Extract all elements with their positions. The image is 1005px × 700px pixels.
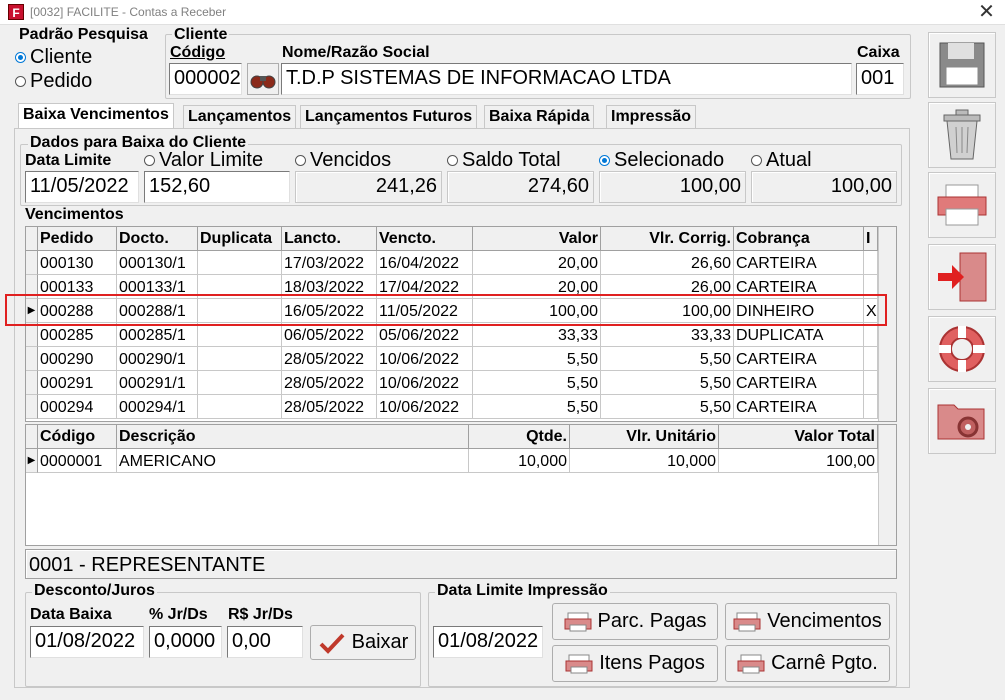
impressao-group-label: Data Limite Impressão	[437, 582, 608, 599]
radio-pedido[interactable]: Pedido	[15, 70, 92, 93]
table-cell[interactable]: 16/05/2022	[282, 299, 377, 323]
data-limite-field[interactable]: 11/05/2022	[25, 171, 139, 203]
row-indicator[interactable]: ▶	[26, 449, 38, 473]
binoculars-search-button[interactable]	[247, 63, 279, 95]
table-cell[interactable]: 28/05/2022	[282, 347, 377, 371]
radio-valor-limite[interactable]: Valor Limite	[144, 149, 263, 172]
table-cell[interactable]: 5,50	[601, 371, 734, 395]
table-cell[interactable]	[198, 371, 282, 395]
tab-baixa-rapida[interactable]: Baixa Rápida	[484, 105, 594, 129]
dados-group-label: Dados para Baixa do Cliente	[30, 134, 247, 151]
row-indicator[interactable]	[26, 323, 38, 347]
table-cell[interactable]: 17/03/2022	[282, 251, 377, 275]
floppy-disk-icon	[936, 39, 988, 91]
caixa-label: Caixa	[857, 44, 900, 61]
table-cell[interactable]: 000290/1	[117, 347, 198, 371]
radio-selecionado[interactable]: Selecionado	[599, 149, 724, 172]
col-descricao[interactable]: Descrição	[117, 425, 469, 449]
radio-dot-icon	[751, 155, 762, 166]
grid-indicator-header	[26, 425, 38, 449]
table-cell[interactable]: 000291	[38, 371, 117, 395]
saldo-total-field: 274,60	[447, 171, 594, 203]
table-cell[interactable]: 20,00	[473, 251, 601, 275]
table-cell[interactable]	[198, 323, 282, 347]
selecionado-field: 100,00	[599, 171, 746, 203]
table-cell[interactable]: 5,50	[473, 395, 601, 419]
vencimentos-scrollbar[interactable]	[878, 227, 896, 422]
table-cell[interactable]	[864, 347, 878, 371]
table-cell[interactable]: 000290	[38, 347, 117, 371]
tab-lancamentos[interactable]: Lançamentos	[183, 105, 296, 129]
table-cell[interactable]: 5,50	[473, 347, 601, 371]
table-cell[interactable]	[198, 251, 282, 275]
table-cell[interactable]: CARTEIRA	[734, 251, 864, 275]
padrao-pesquisa-label: Padrão Pesquisa	[19, 26, 148, 43]
col-lancto[interactable]: Lancto.	[282, 227, 377, 251]
table-cell[interactable]	[198, 275, 282, 299]
valor-limite-field[interactable]: 152,60	[144, 171, 290, 203]
table-cell[interactable]: 100,00	[473, 299, 601, 323]
row-indicator[interactable]	[26, 371, 38, 395]
radio-dot-icon	[15, 52, 26, 63]
table-cell[interactable]: 5,50	[473, 371, 601, 395]
table-cell[interactable]: 16/04/2022	[377, 251, 473, 275]
tab-baixa-vencimentos[interactable]: Baixa Vencimentos	[18, 103, 174, 130]
table-cell[interactable]: CARTEIRA	[734, 275, 864, 299]
grid-indicator-header	[26, 227, 38, 251]
table-cell[interactable]: 20,00	[473, 275, 601, 299]
desconto-group-label: Desconto/Juros	[34, 582, 155, 599]
col-valor-total[interactable]: Valor Total	[719, 425, 878, 449]
exit-button[interactable]	[928, 244, 996, 310]
table-cell[interactable]: 33,33	[473, 323, 601, 347]
itens-scrollbar[interactable]	[878, 425, 896, 546]
table-cell[interactable]: 0000001	[38, 449, 117, 473]
table-cell[interactable]: 28/05/2022	[282, 371, 377, 395]
tab-impressao[interactable]: Impressão	[606, 105, 696, 129]
table-cell[interactable]: 33,33	[601, 323, 734, 347]
radio-cliente[interactable]: Cliente	[15, 46, 92, 69]
printer-icon	[733, 611, 761, 633]
radio-dot-icon	[447, 155, 458, 166]
delete-button[interactable]	[928, 102, 996, 168]
table-cell[interactable]: 10/06/2022	[377, 371, 473, 395]
col-vlr-corrig[interactable]: Vlr. Corrig.	[601, 227, 734, 251]
col-vencto[interactable]: Vencto.	[377, 227, 473, 251]
col-cobranca[interactable]: Cobrança	[734, 227, 864, 251]
table-cell[interactable]: 100,00	[601, 299, 734, 323]
table-cell[interactable]: 17/04/2022	[377, 275, 473, 299]
title-bar	[0, 0, 1005, 25]
itens-pagos-button[interactable]: Itens Pagos	[552, 645, 718, 682]
radio-dot-icon	[599, 155, 610, 166]
data-baixa-label: Data Baixa	[30, 606, 112, 623]
printer-icon	[564, 611, 592, 633]
atual-field: 100,00	[751, 171, 897, 203]
table-cell[interactable]: X	[864, 299, 878, 323]
table-cell[interactable]: CARTEIRA	[734, 371, 864, 395]
vencimentos-label: Vencimentos	[25, 206, 124, 223]
jr-pct-field[interactable]: 0,0000	[149, 626, 222, 658]
cliente-group-label: Cliente	[174, 26, 228, 43]
table-cell[interactable]: 000294	[38, 395, 117, 419]
exit-door-icon	[934, 249, 990, 305]
table-cell[interactable]	[198, 299, 282, 323]
data-baixa-field[interactable]: 01/08/2022	[30, 626, 144, 658]
jr-pct-label: % Jr/Ds	[149, 606, 208, 623]
representante-bar: 0001 - REPRESENTANTE	[25, 549, 897, 579]
table-cell[interactable]	[864, 323, 878, 347]
table-cell[interactable]: 100,00	[719, 449, 878, 473]
print-button[interactable]	[928, 172, 996, 238]
table-cell[interactable]: 000294/1	[117, 395, 198, 419]
table-cell[interactable]	[864, 395, 878, 419]
col-codigo[interactable]: Código	[38, 425, 117, 449]
table-cell[interactable]: CARTEIRA	[734, 347, 864, 371]
table-cell[interactable]: 10,000	[469, 449, 570, 473]
radio-dot-icon	[15, 76, 26, 87]
table-cell[interactable]: 5,50	[601, 347, 734, 371]
col-docto[interactable]: Docto.	[117, 227, 198, 251]
table-cell[interactable]: 000130	[38, 251, 117, 275]
folder-gear-icon	[934, 393, 990, 449]
table-cell[interactable]: 10/06/2022	[377, 395, 473, 419]
table-cell[interactable]: DUPLICATA	[734, 323, 864, 347]
data-limite-label: Data Limite	[25, 152, 112, 169]
codigo-field[interactable]: 000002	[169, 63, 242, 95]
table-cell[interactable]: 18/03/2022	[282, 275, 377, 299]
table-cell[interactable]: AMERICANO	[117, 449, 469, 473]
table-cell[interactable]: 06/05/2022	[282, 323, 377, 347]
radio-dot-icon	[295, 155, 306, 166]
table-cell[interactable]: 10,000	[570, 449, 719, 473]
printer-icon	[934, 179, 990, 231]
table-cell[interactable]: 10/06/2022	[377, 347, 473, 371]
caixa-field[interactable]: 001	[856, 63, 904, 95]
jr-rs-label: R$ Jr/Ds	[228, 606, 293, 623]
table-cell[interactable]: CARTEIRA	[734, 395, 864, 419]
table-cell[interactable]: 000288	[38, 299, 117, 323]
row-indicator[interactable]: ▶	[26, 299, 38, 323]
row-indicator[interactable]	[26, 251, 38, 275]
row-indicator[interactable]	[26, 395, 38, 419]
checkmark-icon	[318, 632, 346, 654]
parc-pagas-button[interactable]: Parc. Pagas	[552, 603, 718, 640]
settings-button[interactable]	[928, 388, 996, 454]
table-cell[interactable]	[198, 395, 282, 419]
carne-pgto-button[interactable]: Carnê Pgto.	[725, 645, 890, 682]
table-cell[interactable]: 000288/1	[117, 299, 198, 323]
tab-lancamentos-futuros[interactable]: Lançamentos Futuros	[300, 105, 477, 129]
table-cell[interactable]: DINHEIRO	[734, 299, 864, 323]
table-cell[interactable]: 000133/1	[117, 275, 198, 299]
vencimentos-print-button[interactable]: Vencimentos	[725, 603, 890, 640]
radio-saldo-total[interactable]: Saldo Total	[447, 149, 561, 172]
radio-atual[interactable]: Atual	[751, 149, 812, 172]
radio-dot-icon	[144, 155, 155, 166]
table-cell[interactable]: 000291/1	[117, 371, 198, 395]
table-cell[interactable]: 000285/1	[117, 323, 198, 347]
col-qtde[interactable]: Qtde.	[469, 425, 570, 449]
table-cell[interactable]: 11/05/2022	[377, 299, 473, 323]
row-indicator[interactable]	[26, 347, 38, 371]
close-button[interactable]: ✕	[978, 1, 995, 23]
table-cell[interactable]	[864, 275, 878, 299]
table-cell[interactable]	[864, 371, 878, 395]
table-cell[interactable]: 5,50	[601, 395, 734, 419]
table-cell[interactable]: 05/06/2022	[377, 323, 473, 347]
col-i[interactable]: I	[864, 227, 878, 251]
table-cell[interactable]	[198, 347, 282, 371]
printer-icon	[737, 653, 765, 675]
col-vlr-unitario[interactable]: Vlr. Unitário	[570, 425, 719, 449]
table-cell[interactable]: 26,60	[601, 251, 734, 275]
app-icon: F	[8, 4, 24, 20]
table-cell[interactable]: 000133	[38, 275, 117, 299]
vencidos-field: 241,26	[295, 171, 442, 203]
codigo-label: Código	[170, 44, 226, 61]
impressao-data-field[interactable]: 01/08/2022	[433, 626, 543, 658]
col-valor[interactable]: Valor	[473, 227, 601, 251]
help-button[interactable]	[928, 316, 996, 382]
table-cell[interactable]: 26,00	[601, 275, 734, 299]
col-pedido[interactable]: Pedido	[38, 227, 117, 251]
radio-vencidos[interactable]: Vencidos	[295, 149, 391, 172]
nome-field[interactable]: T.D.P SISTEMAS DE INFORMACAO LTDA	[281, 63, 852, 95]
binoculars-icon	[248, 64, 278, 94]
table-cell[interactable]: 000130/1	[117, 251, 198, 275]
col-duplicata[interactable]: Duplicata	[198, 227, 282, 251]
lifebuoy-icon	[934, 321, 990, 377]
trash-icon	[936, 107, 988, 163]
jr-rs-field[interactable]: 0,00	[227, 626, 303, 658]
baixar-button[interactable]: Baixar	[310, 625, 416, 660]
table-cell[interactable]: 28/05/2022	[282, 395, 377, 419]
printer-icon	[565, 653, 593, 675]
table-cell[interactable]	[864, 251, 878, 275]
save-button[interactable]	[928, 32, 996, 98]
row-indicator[interactable]	[26, 275, 38, 299]
itens-grid[interactable]	[25, 424, 897, 546]
table-cell[interactable]: 000285	[38, 323, 117, 347]
vencimentos-grid[interactable]	[25, 226, 897, 422]
window-title: [0032] FACILITE - Contas a Receber	[30, 5, 227, 19]
nome-label: Nome/Razão Social	[282, 44, 430, 61]
